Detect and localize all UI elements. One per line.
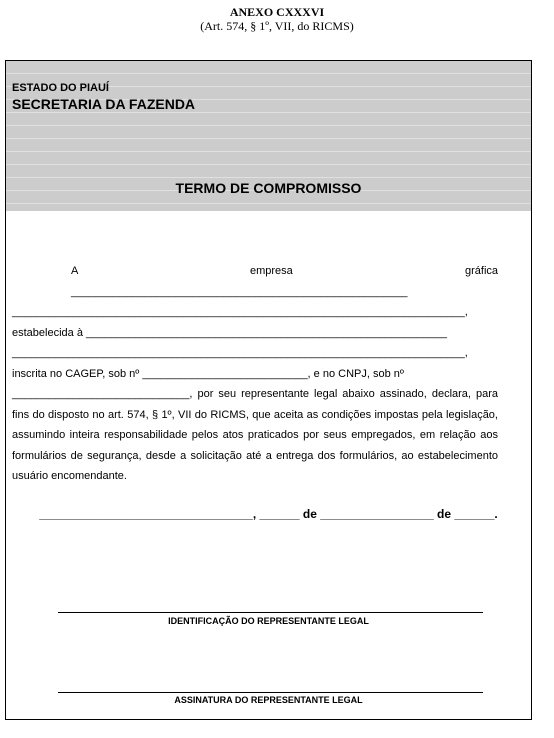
form-frame <box>5 60 532 720</box>
annex-subtitle: (Art. 574, § 1º, VII, do RICMS) <box>200 19 354 33</box>
annex-title: ANEXO CXXXVI <box>229 5 325 19</box>
declaration-text <box>12 261 498 487</box>
signature-label: ASSINATURA DO REPRESENTANTE LEGAL <box>174 695 363 705</box>
company-line: A empresa gráfica _______________________________________________________ <box>71 265 498 298</box>
form-header <box>6 61 531 211</box>
address-line: estabelecida à ___________________________________________________________ <box>12 326 447 339</box>
agency-name: SECRETARIA DA FAZENDA <box>12 96 196 112</box>
place-date-line: ________________________________, ______ de _________________ de ______. <box>39 507 498 521</box>
declaration-paragraph: _____________________________, por seu representante legal abaixo assinado, declara, para fins do disposto no art. 574, § 1º, VII do RICMS, que aceita as condições impostas pela legislação, assumindo inteira responsabilidade pelos atos praticados por seus empregados, em relação aos formulários de segurança, desde a solicitação até a entrega dos formulários, ao estabelecimento usuário encomendante. <box>12 388 498 482</box>
registration-line: inscrita no CAGEP, sob nº ___________________________, e no CNPJ, sob nº <box>12 367 404 380</box>
document-title: TERMO DE COMPROMISSO <box>175 180 362 196</box>
signature-line <box>58 692 483 693</box>
identification-label: IDENTIFICAÇÃO DO REPRESENTANTE LEGAL <box>168 616 369 626</box>
identification-line <box>58 612 483 613</box>
state-name: ESTADO DO PIAUÍ <box>12 82 109 94</box>
address-line-continued: __________________________________________________________________________, <box>12 347 468 359</box>
company-line-continued: __________________________________________________________________________, <box>12 306 468 318</box>
